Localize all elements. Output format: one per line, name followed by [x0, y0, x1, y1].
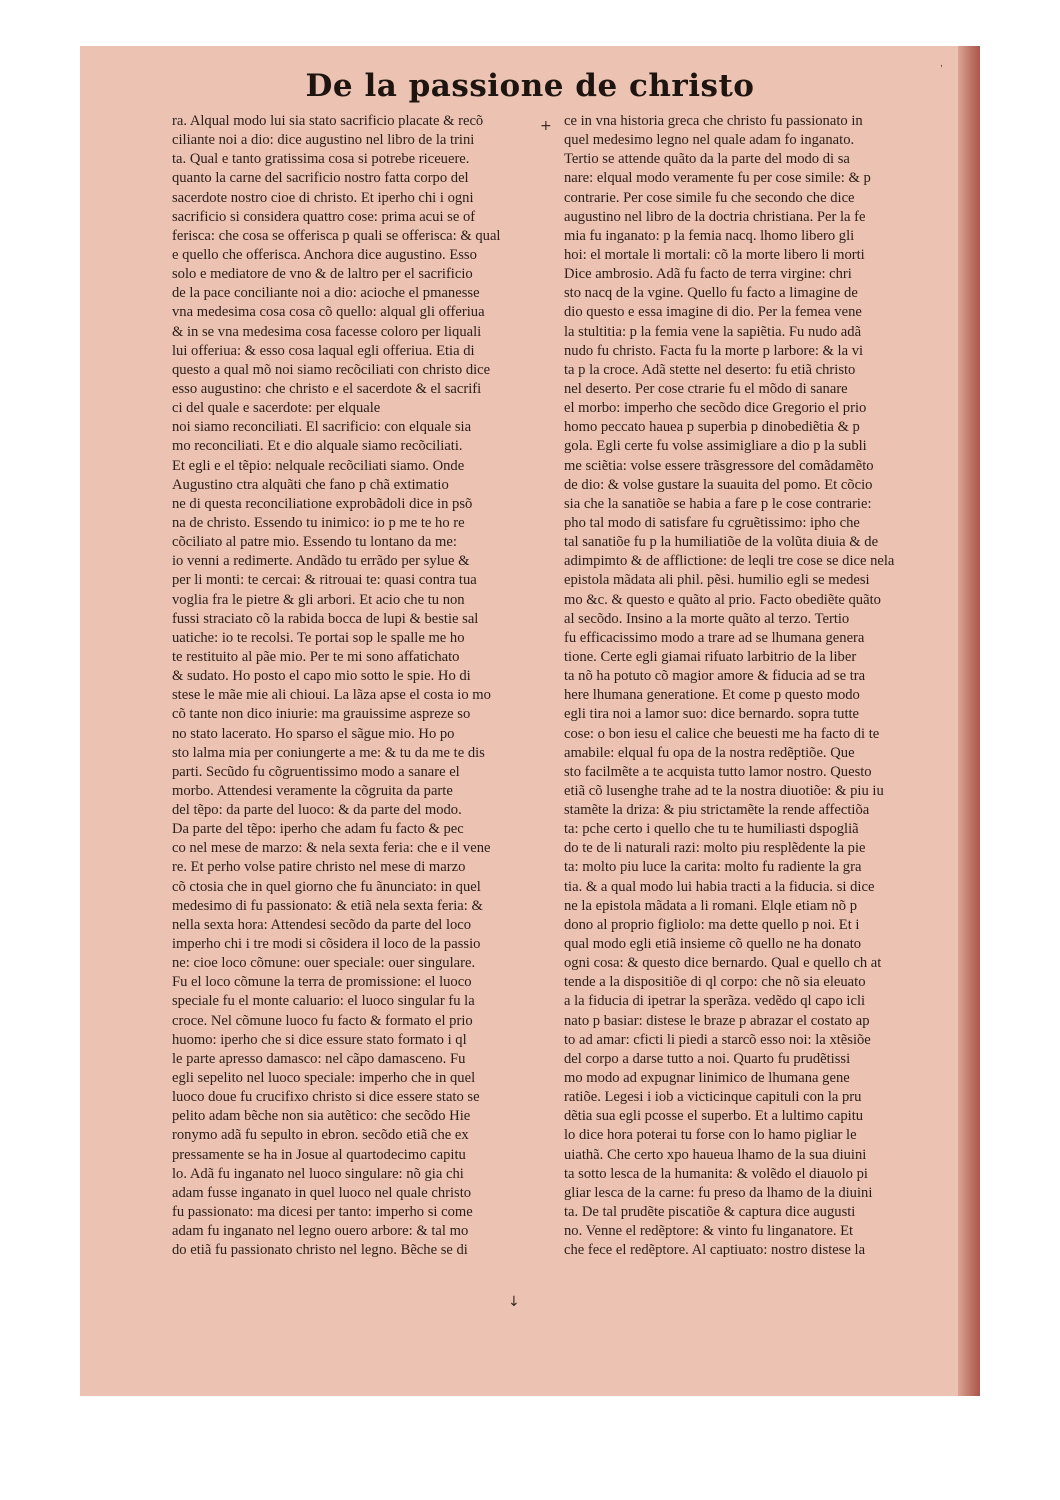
- text-line: io venni a redimerte. Andãdo tu errãdo per sylue &: [172, 553, 470, 570]
- text-line: Fu el loco cõmune la terra de promissione: el luoco: [172, 974, 472, 991]
- text-line: no stato lacerato. Ho sparso el sãgue mio. Ho po: [172, 725, 455, 742]
- left-column: [172, 112, 552, 1260]
- text-line: dẽtia sua egli pcosse el superbo. Et a lultimo capitu: [564, 1108, 864, 1125]
- text-line: ra. Alqual modo lui sia stato sacrificio placate & recõ: [172, 113, 484, 129]
- text-line: la stultitia: p la femia vene la sapiẽtia. Fu nudo adã: [564, 323, 862, 340]
- text-line: ne: cioe loco cõmune: ouer speciale: ouer singulare.: [172, 955, 476, 972]
- text-line: fu passionato: ma dicesi per tanto: imperho si come: [172, 1204, 473, 1221]
- text-line: ta p la croce. Adã stette nel deserto: fu etiã christo: [564, 361, 856, 378]
- text-line: gliar lesca de la carne: fu preso da lhamo de la diuini: [564, 1184, 873, 1201]
- text-line: re. Et perho volse patire christo nel mese di marzo: [172, 859, 466, 876]
- text-line: esso augustino: che christo e el sacerdote & el sacrifi: [172, 380, 482, 397]
- text-line: a la fiducia di ipetrar la sperãza. vedẽdo ql capo icli: [564, 993, 866, 1010]
- text-line: de la pace conciliante noi a dio: acioche el pmanesse: [172, 285, 480, 302]
- text-line: uiathã. Che certo xpo haueua lhamo de la sua diuini: [564, 1146, 867, 1163]
- text-line: adam fu inganato nel legno ouero arbore: & tal mo: [172, 1223, 469, 1240]
- text-line: & sudato. Ho posto el capo mio sotto le spie. Ho di: [172, 668, 471, 685]
- text-line: dio questo e essa imagine di dio. Per la femea vene: [564, 304, 862, 321]
- text-line: homo peccato hauea p superbia p dinobediẽtia & p: [564, 419, 860, 436]
- text-line: lo. Adã fu inganato nel luoco singulare: nõ gia chi: [172, 1165, 464, 1182]
- text-line: cose: o bon iesu el calice che beuesti me ha facto di te: [564, 725, 880, 742]
- text-line: voglia fra le pietre & gli arbori. Et acio che tu non: [172, 591, 465, 608]
- text-line: sacrificio si considera quattro cose: prima acui se of: [172, 208, 476, 225]
- text-line: morbo. Attendesi veramente la cõgruita da parte: [172, 782, 453, 799]
- text-line: stese le mãe mie ali chioui. La lãza apse el costa io mo: [172, 687, 491, 704]
- text-line: questo a qual mõ noi siamo recõciliati con christo dice: [172, 361, 491, 378]
- text-line: cõ ctosia che in quel giorno che fu ãnunciato: in quel: [172, 878, 481, 895]
- text-line: mo &c. & questo e quãto al prio. Facto obediẽte quãto: [564, 591, 881, 608]
- text-line: Da parte del tẽpo: iperho che adam fu facto & pec: [172, 821, 464, 838]
- text-line: amabile: elqual fu opa de la nostra redẽptiõe. Que: [564, 744, 855, 761]
- text-line: luoco doue fu crucifixo christo si dice essere stato se: [172, 1089, 480, 1106]
- text-line: pho tal modo di satisfare fu cgruẽtissimo: ipho che: [564, 514, 860, 531]
- page-edge: [958, 46, 980, 1396]
- text-line: nato p basiar: distese le braze p abrazar el costato ap: [564, 1012, 870, 1029]
- text-line: ce in vna historia greca che christo fu passionato in: [564, 113, 863, 129]
- text-line: egli sepelito nel luoco speciale: imperho che in quel: [172, 1070, 476, 1087]
- text-line: nudo fu christo. Facta fu la morte p larbore: & la vi: [564, 342, 864, 359]
- text-line: noi siamo reconciliati. El sacrificio: con elquale sia: [172, 419, 472, 436]
- text-line: gola. Egli certe fu volse assimigliare a dio p la subli: [564, 438, 867, 455]
- text-line: lo dice hora poterai tu forse con lo hamo pigliar le: [564, 1127, 857, 1144]
- margin-mark-icon: +: [540, 118, 552, 134]
- text-line: ronymo adã fu sepulto in ebron. secõdo etiã che ex: [172, 1127, 469, 1144]
- text-line: del tẽpo: da parte del luoco: & da parte del modo.: [172, 802, 462, 819]
- text-line: solo e mediatore de vno & de laltro per el sacrificio: [172, 266, 473, 283]
- text-line: dono al proprio figliolo: ma dette quello p noi. Et i: [564, 916, 860, 933]
- text-line: me sciẽtia: volse essere trãsgressore del comãdamẽto: [564, 457, 874, 474]
- text-line: to ad amar: cficti li piedi a starcõ esso noi: la xtẽsiõe: [564, 1031, 871, 1048]
- text-line: do te de li naturali razi: molto piu resplẽdente la pie: [564, 840, 866, 857]
- text-line: parti. Secũdo fu cõgruentissimo modo a sanare el: [172, 763, 460, 780]
- text-line: huomo: iperho che si dice essure stato formato i ql: [172, 1031, 467, 1048]
- text-line: sia che la sanatiõe se habia a fare p le cose contrarie:: [564, 495, 872, 512]
- text-line: al secõdo. Insino a la morte quãto al terzo. Tertio: [564, 610, 850, 627]
- text-line: mia fu inganato: p la femia nacq. lhomo libero gli: [564, 227, 855, 244]
- text-line: fussi straciato cõ la rabida bocca de lupi & bestie sal: [172, 610, 479, 627]
- text-line: ciliante noi a dio: dice augustino nel libro de la trini: [172, 132, 475, 149]
- text-line: no. Venne el redẽptore: & vinto fu linganatore. Et: [564, 1223, 854, 1240]
- text-line: per li monti: te cercai: & ritrouai te: quasi contra tua: [172, 572, 477, 589]
- text-line: quel medesimo legno nel quale adam fo inganato.: [564, 132, 855, 149]
- text-line: etiã cõ lusenghe trahe ad te la nostra diuotiõe: & piu iu: [564, 782, 884, 799]
- text-line: uatiche: io te recolsi. Te portai sop le spalle me ho: [172, 629, 465, 646]
- text-line: sacerdote nostro cioe di christo. Et iperho chi i ogni: [172, 189, 474, 206]
- text-line: ne la epistola mãdata a li romani. Elqle etiam nõ p: [564, 897, 857, 914]
- text-line: medesimo di fu passionato: & etiã nela sexta feria: &: [172, 897, 483, 914]
- text-line: e quello che offerisca. Anchora dice augustino. Esso: [172, 246, 477, 263]
- text-line: contrarie. Per cose simile fu che secondo che dice: [564, 189, 855, 206]
- text-line: mo reconciliati. Et e dio alquale siamo recõciliati.: [172, 438, 463, 455]
- text-line: le parte apresso damasco: nel cãpo damasceno. Fu: [172, 1050, 466, 1067]
- text-line: adam fusse inganato in quel luoco nel quale christo: [172, 1184, 472, 1201]
- text-line: cõciliato al patre mio. Essendo tu lontano da me:: [172, 534, 457, 551]
- text-line: Augustino ctra alquãti che fano p chã extimatio: [172, 476, 449, 493]
- text-line: che fece el redẽptore. Al captiuato: nostro distese la: [564, 1242, 866, 1259]
- text-line: te restituito al pãe mio. Per te mi sono affatichato: [172, 648, 460, 665]
- right-column: [564, 112, 944, 1260]
- text-line: do etiã fu passionato christo nel legno. Bẽche se di: [172, 1242, 468, 1259]
- corner-mark: ,: [940, 58, 943, 69]
- text-line: hoi: el mortale li mortali: cõ la morte libero li morti: [564, 246, 865, 263]
- text-line: ne di questa reconciliatione exprobãdoli dice in psõ: [172, 495, 473, 512]
- text-line: quanto la carne del sacrificio nostro fatta corpo del: [172, 170, 469, 187]
- text-line: nare: elqual modo veramente fu per cose simile: & p: [564, 170, 871, 187]
- text-line: nel deserto. Per cose ctrarie fu el mõdo di sanare: [564, 380, 848, 397]
- text-line: augustino nel libro de la doctria christiana. Per la fe: [564, 208, 866, 225]
- text-line: ferisca: che cosa se offerisca p quali se offerisca: & qual: [172, 227, 501, 244]
- text-line: ta. Qual e tanto gratissima cosa si potrebe riceuere.: [172, 151, 470, 168]
- text-line: & in se vna medesima cosa facesse coloro per liquali: [172, 323, 482, 340]
- page-heading: De la passione de christo: [305, 68, 755, 104]
- text-line: cõ tante non dico iniurie: ma grauissime aspreze so: [172, 706, 471, 723]
- text-line: adimpimto & de afflictione: de leqli tre cose se dice nela: [564, 553, 895, 570]
- text-line: croce. Nel cõmune luoco fu facto & formato el prio: [172, 1012, 473, 1029]
- text-line: sto lalma mia per coniungerte a me: & tu da me te dis: [172, 744, 485, 761]
- text-line: ta nõ ha potuto cõ magior amore & fiducia ad se tra: [564, 668, 866, 685]
- text-line: tia. & a qual modo lui habia tracti a la fiducia. si dice: [564, 878, 875, 895]
- text-line: sto nacq de la vgine. Quello fu facto a limagine de: [564, 285, 858, 302]
- text-line: ta sotto lesca de la humanita: & volẽdo el diauolo pi: [564, 1165, 868, 1182]
- text-line: ta: molto piu luce la carita: molto fu radiente la gra: [564, 859, 862, 876]
- book-page: [80, 46, 980, 1396]
- text-line: nella sexta hora: Attendesi secõdo da parte del loco: [172, 916, 472, 933]
- text-line: pressamente se ha in Josue al quartodecimo capitu: [172, 1146, 466, 1163]
- text-line: vna medesima cosa cosa cõ quello: alqual gli offeriua: [172, 304, 485, 321]
- text-line: el morbo: imperho che secõdo dice Gregorio el prio: [564, 400, 867, 417]
- text-line: imperho chi i tre modi si cõsidera il loco de la passio: [172, 936, 481, 953]
- text-line: Dice ambrosio. Adã fu facto de terra virgine: chri: [564, 266, 852, 283]
- text-line: ta: pche certo i quello che tu te humiliasti dspogliã: [564, 821, 859, 838]
- margin-arrow-icon: ↓: [508, 1294, 520, 1310]
- text-line: ta. De tal prudẽte piscatiõe & captura dice augusti: [564, 1204, 856, 1221]
- text-line: qual modo egli etiã insieme cõ quello ne ha donato: [564, 936, 862, 953]
- text-line: egli tira noi a lamor suo: dice bernardo. sopra tutte: [564, 706, 860, 723]
- text-line: mo modo ad expugnar linimico de lhumana gene: [564, 1070, 850, 1087]
- text-line: pelito adam bẽche non sia autẽtico: che secõdo Hie: [172, 1108, 471, 1125]
- text-line: stamẽte la driza: & piu strictamẽte la rende affectiõa: [564, 802, 870, 819]
- text-line: fu efficacissimo modo a trare ad se lhumana genera: [564, 629, 865, 646]
- text-line: de dio: & volse gustare la suauita del pomo. Et cõcio: [564, 476, 873, 493]
- text-line: tende a la dispositiõe di ql corpo: che nõ sia eleuato: [564, 974, 866, 991]
- text-line: sto facilmẽte a te acquista tutto lamor nostro. Questo: [564, 763, 872, 780]
- text-line: tal sanatiõe fu p la humiliatiõe de la volũta diuia & de: [564, 534, 879, 551]
- text-line: here lhumana generatione. Et come p questo modo: [564, 687, 860, 704]
- text-line: epistola mãdata ali phil. pẽsi. humilio egli se medesi: [564, 572, 870, 589]
- text-line: speciale fu el monte caluario: el luoco singular fu la: [172, 993, 475, 1010]
- text-line: co nel mese de marzo: & nela sexta feria: che e il vene: [172, 840, 491, 857]
- text-line: ci del quale e sacerdote: per elquale: [172, 400, 381, 417]
- text-line: tione. Certe egli giamai rifuato larbitrio de la liber: [564, 648, 857, 665]
- text-line: lui offeriua: & esso cosa laqual egli offeriua. Etia di: [172, 342, 475, 359]
- text-line: na de christo. Essendo tu inimico: io p me te ho re: [172, 514, 465, 531]
- text-line: Tertio se attende quãto da la parte del modo di sa: [564, 151, 850, 168]
- text-line: del corpo a darse tutto a noi. Quarto fu prudẽtissi: [564, 1050, 851, 1067]
- text-line: ratiõe. Legesi i iob a victicinque capituli con la pru: [564, 1089, 862, 1106]
- text-line: Et egli e el tẽpio: nelquale recõciliati siamo. Onde: [172, 457, 465, 474]
- text-line: ogni cosa: & questo dice bernardo. Qual e quello ch at: [564, 955, 882, 972]
